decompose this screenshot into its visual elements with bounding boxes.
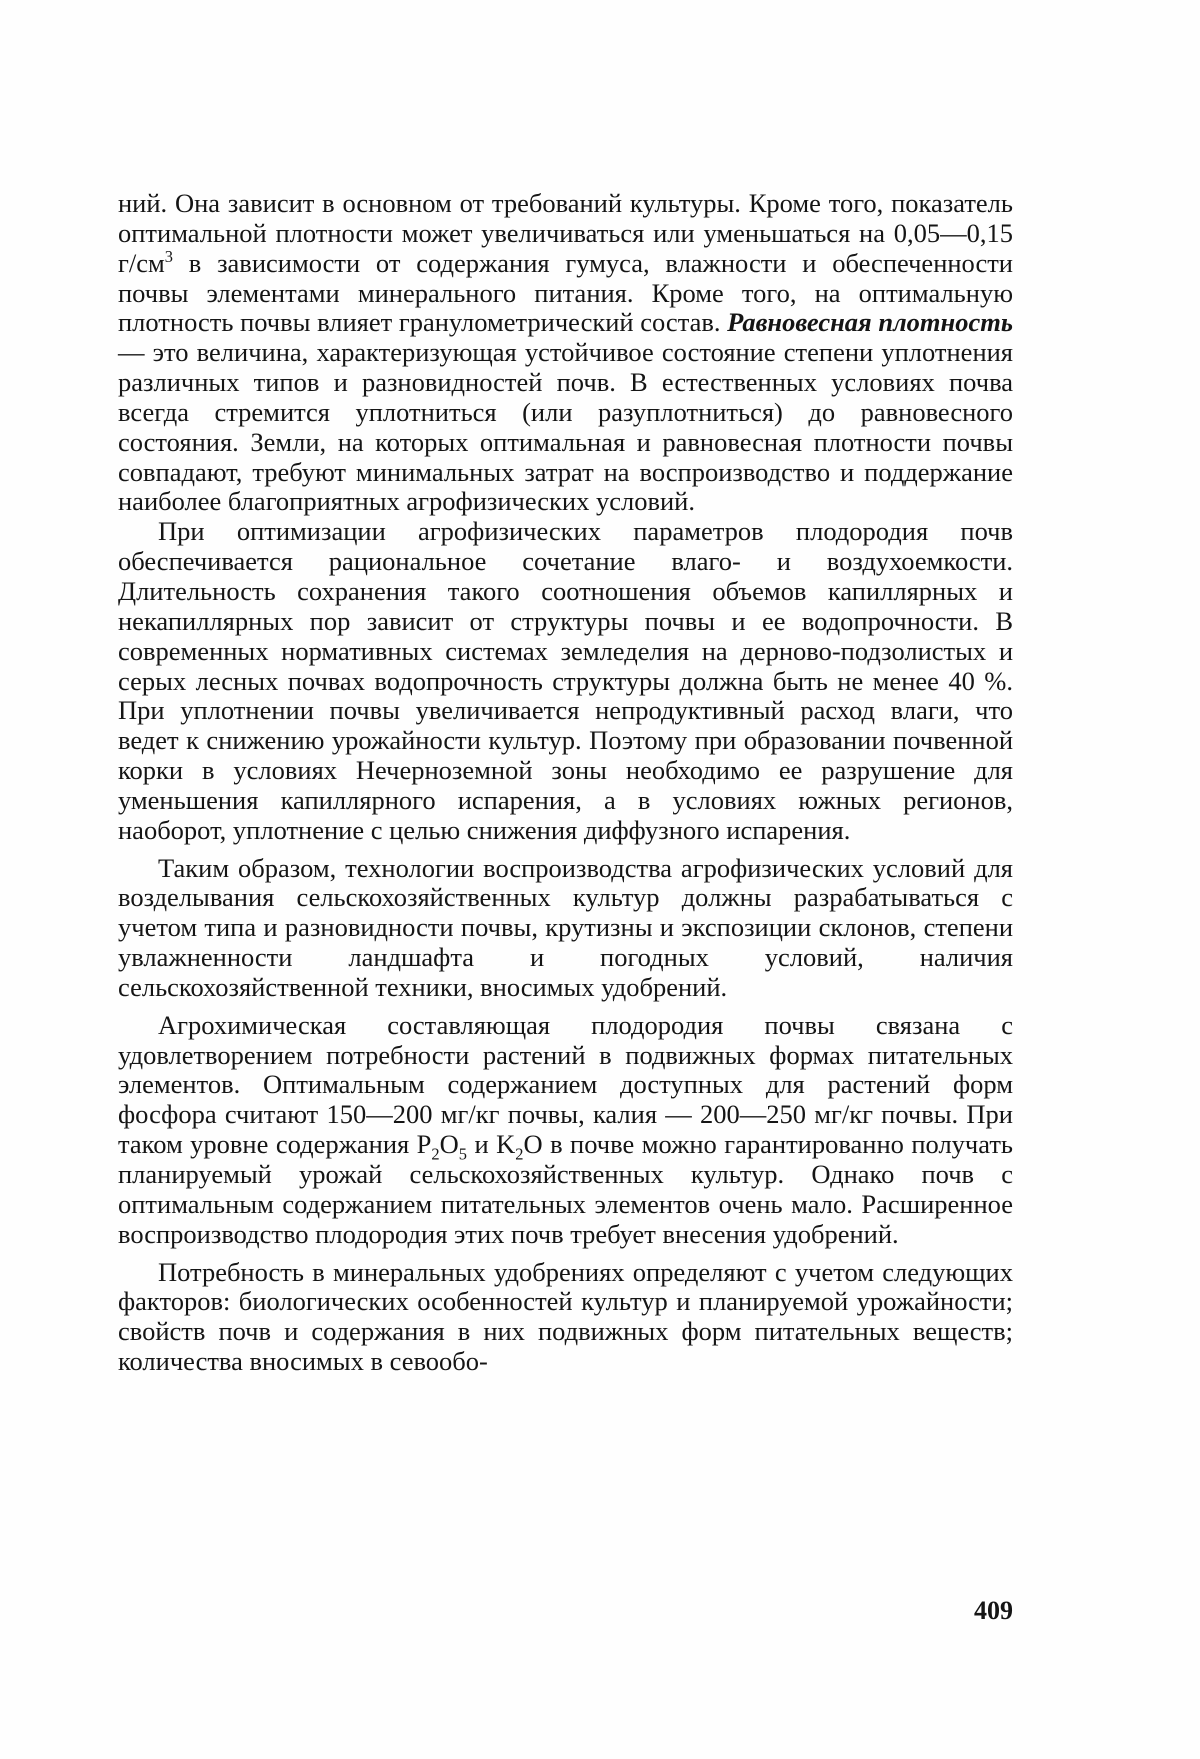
paragraph-2-text: При оптимизации агрофизических параметров плодородия почв обеспечивается рациональное сочетание влаго- и воздухоемкости. Длительность сохранения такого соотношения объемов капиллярных и некапиллярных пор зависит от структуры почвы и ее водопрочности. В современных нормативных системах земледелия на дерново-подзолистых и серых лесных почвах водопрочность структуры должна быть не менее 40 %. При уплотнении почвы увеличивается непродуктивный расход влаги, что ведет к снижению урожайности культур. Поэтому при образовании почвенной корки в условиях Нечерноземной зоны необходимо ее разрушение для уменьшения капиллярного испарения, а в условиях южных регионов, наоборот, уплотнение с целью снижения диффузного испарения. [118,516,1013,845]
paragraph-3-text: Таким образом, технологии воспроизводства агрофизических условий для возделывания сельскохозяйственных культур должны разрабатываться с учетом типа и разновидности почвы, крутизны и экспозиции склонов, степени увлажненности ландшафта и погодных условий, наличия сельскохозяйственной техники, вносимых удобрений. [118,852,1013,1002]
page-number: 409 [974,1596,1013,1625]
term-emphasis: Равновесная плотность [727,307,1013,338]
paragraph-1-text-cont: в зависимости от содержания гумуса, влажности и обеспеченности почвы элементами минерального питания. Кроме того, на оптимальную плотность почвы влияет гранулометрический состав. [118,247,1013,338]
paragraph-1-text: ний. Она зависит в основном от требований культуры. Кроме того, показатель оптимальной плотности может увеличиваться или уменьшаться на 0,05—0,15 г/см [118,188,1013,278]
paragraph-3 [118,854,1013,1003]
paragraph-1 [118,189,1013,517]
paragraph-1-text-end: — это величина, характеризующая устойчивое состояние степени уплотнения различных типов и разновидностей почв. В естественных условиях почва всегда стремится уплотниться (или разуплотниться) до равновесного состояния. Земли, на которых оптимальная и равновесная плотности почвы совпадают, требуют минимальных затрат на воспроизводство и поддержание наиболее благоприятных агрофизических условий. [118,337,1013,517]
paragraph-2 [118,517,1013,845]
subscript: 2 [431,1144,440,1164]
paragraph-4-text-k: и K [467,1129,516,1160]
paragraph-4-text: Агрохимическая составляющая плодородия почвы связана с удовлетворением потребности растений в подвижных формах питательных элементов. Оптимальным содержанием доступных для растений форм фосфора считают 150—200 мг/кг почвы, калия — 200—250 мг/кг почвы. При таком уровне содержания P [118,1009,1013,1160]
paragraph-4-text-end: O в почве можно гарантированно получать планируемый урожай сельскохозяйственных культур. Однако почв с оптимальным содержанием питательных элементов очень мало. Расширенное воспроизводство плодородия этих почв требует внесения удобрений. [118,1129,1013,1249]
paragraph-4-text-o: O [439,1129,459,1160]
subscript: 5 [458,1144,467,1164]
body-text [118,189,1013,1377]
subscript: 2 [515,1144,524,1164]
paragraph-5 [118,1258,1013,1377]
paragraph-5-text: Потребность в минеральных удобрениях определяют с учетом следующих факторов: биологических особенностей культур и планируемой урожайности; свойств почв и содержания в них подвижных форм питательных веществ; количества вносимых в севообо- [118,1256,1013,1377]
superscript-3: 3 [164,246,173,266]
paragraph-4 [118,1011,1013,1250]
